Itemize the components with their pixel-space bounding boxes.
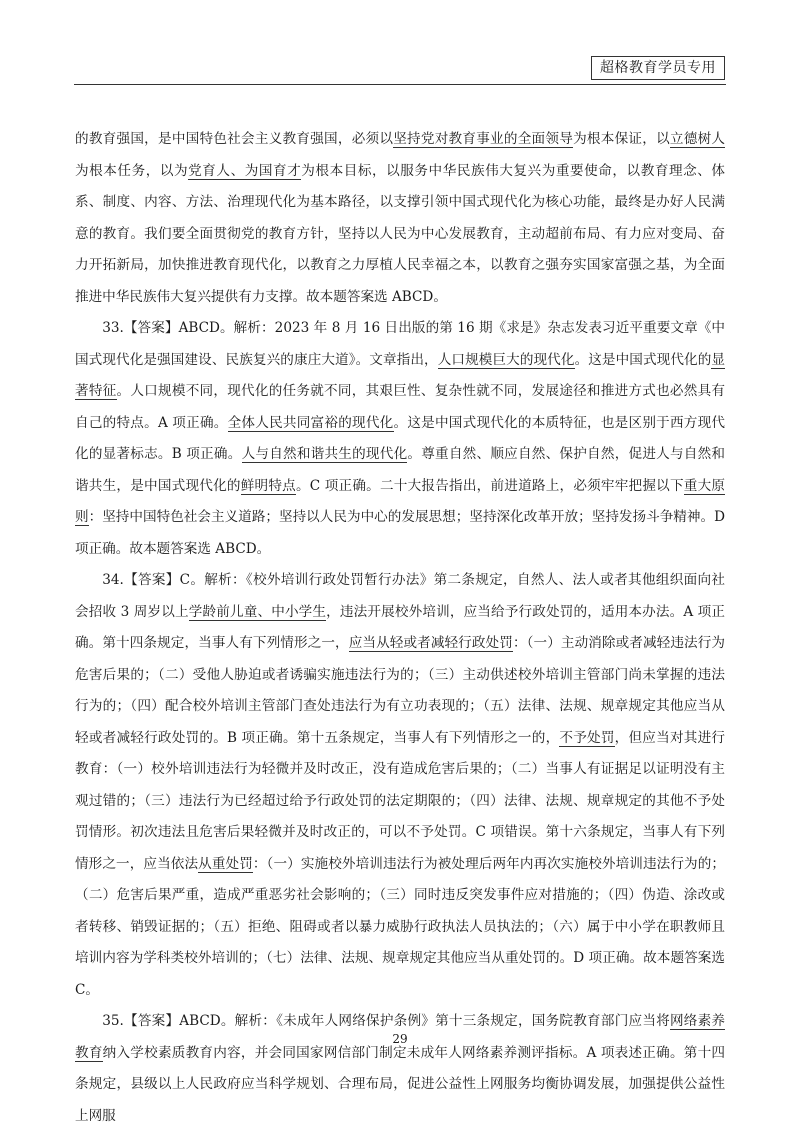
text-segment: 纳入学校素质教育内容，并会同国家网信部门制定未成年人网络素养测评指标。A 项表述正确。第十四条规定，县级以上人民政府应当科学规划、合理布局，促进公益性上网服务均衡协调发展，加强提供公益性上网服 <box>75 1044 726 1124</box>
underlined-keyword: 人与自然和谐共生的现代化 <box>241 446 408 462</box>
underlined-keyword: 网络素养教育 <box>75 1013 725 1061</box>
text-segment: ：（一）主动消除或者减轻违法行为危害后果的；（二）受他人胁迫或者诱骗实施违法行为的；（三）主动供述校外培训主管部门尚未掌握的违法行为的；（四）配合校外培训主管部门查处违法行为有立功表现的；（五）法律、法规、规章规定其他应当从轻或者减轻行政处罚的。B 项正确。第十五条规定，当事人有下列情形之一的， <box>75 635 726 746</box>
paragraph <box>75 124 725 313</box>
underlined-keyword: 鲜明特点 <box>240 477 296 494</box>
underlined-keyword: 显著特征 <box>75 351 726 399</box>
underlined-keyword: 人口规模巨大的现代化 <box>437 351 575 368</box>
underlined-keyword: 重大原则 <box>75 477 726 525</box>
text-segment: 。这是中国式现代化的 <box>574 351 712 368</box>
page-number: 29 <box>392 1032 408 1046</box>
text-segment: 为根本任务，以为 <box>75 162 189 179</box>
text-segment: 的教育强国，是中国特色社会主义教育强国，必须以 <box>75 131 394 147</box>
underlined-keyword: 学龄前儿童、中小学生 <box>188 603 327 620</box>
header-rule <box>74 84 726 85</box>
text-segment: 34.【答案】C。解析：《校外培训行政处罚暂行办法》第二条规定，自然人、法人或者其他组织面向社会招收 3 周岁以上 <box>75 572 725 620</box>
underlined-keyword: 党育人、为国育才 <box>188 162 302 179</box>
brand-label: 超格教育学员专用 <box>591 56 725 80</box>
underlined-keyword: 应当从轻或者减轻行政处罚 <box>348 635 513 651</box>
text-segment: ：坚持中国特色社会主义道路；坚持以人民为中心的发展思想；坚持深化改革开放；坚持发扬斗争精神。D 项正确。故本题答案选 ABCD。 <box>75 509 726 557</box>
underlined-keyword: 全体人民共同富裕的现代化 <box>227 414 394 431</box>
underlined-keyword: 立德树人 <box>669 131 726 147</box>
text-segment: 。尊重自然、顺应自然、保护自然，促进人与自然和谐共生，是中国式现代化的 <box>75 446 726 494</box>
underlined-keyword: 不予处罚 <box>559 729 615 746</box>
text-segment: 。这是中国式现代化的本质特征，也是区别于西方现代化的显著标志。B 项正确。 <box>75 414 726 462</box>
text-segment: ：（一）实施校外培训违法行为被处理后两年内再次实施校外培训违法行为的；（二）危害后果严重，造成严重恶劣社会影响的；（三）同时违反突发事件应对措施的；（四）伪造、涂改或者转移、销毁证据的；（五）拒绝、阻碍或者以暴力威胁行政执法人员执法的；（六）属于中小学在职教师且培训内容为学科类校外培训的；（七）法律、法规、规章规定其他应当从重处罚的。D 项正确。故本题答案选 C。 <box>75 855 726 998</box>
text-segment: 33.【答案】ABCD。解析：2023 年 8 月 16 日出版的第 16 期《求是》杂志发表习近平重要文章《中国式现代化是强国建设、民族复兴的康庄大道》。文章指出， <box>75 320 725 368</box>
paragraph <box>75 313 725 565</box>
text-segment: 为根本目标，以服务中华民族伟大复兴为重要使命，以教育理念、体系、制度、内容、方法、治理现代化为基本路径，以支撑引领中国式现代化为核心功能，最终是办好人民满意的教育。我们要全面贯彻党的教育方针，坚持以人民为中心发展教育，主动超前布局、有力应对变局、奋力开拓新局，加快推进教育现代化，以教育之力厚植人民幸福之本，以教育之强夯实国家富强之基，为全面推进中华民族伟大复兴提供有力支撑。故本题答案选 ABCD。 <box>75 162 726 305</box>
text-segment: 为根本保证，以 <box>573 131 670 147</box>
answer-explanations <box>75 124 725 1132</box>
paragraph <box>75 565 725 1006</box>
underlined-keyword: 从重处罚 <box>198 855 253 872</box>
underlined-keyword: 坚持党对教育事业的全面领导 <box>393 131 574 147</box>
text-segment: ，违法开展校外培训，应当给予行政处罚的，适用本办法。A 项正确。第十四条规定，当事人有下列情形之一， <box>75 603 726 651</box>
text-segment: 。C 项正确。二十大报告指出，前进道路上，必须牢牢把握以下 <box>295 477 684 494</box>
text-segment: 35.【答案】ABCD。解析：《未成年人网络保护条例》第十三条规定，国务院教育部门应当将 <box>102 1013 670 1029</box>
text-segment: 。人口规模不同，现代化的任务就不同，其艰巨性、复杂性就不同，发展途径和推进方式也必然具有自己的特点。A 项正确。 <box>75 383 726 431</box>
text-segment: ，但应当对其进行教育：（一）校外培训违法行为轻微并及时改正，没有造成危害后果的；（二）当事人有证据足以证明没有主观过错的；（三）违法行为已经超过给予行政处罚的法定期限的；（四）法律、法规、规章规定的其他不予处罚情形。初次违法且危害后果轻微并及时改正的，可以不予处罚。C 项错误。第十六条规定，当事人有下列情形之一，应当依法 <box>75 729 726 872</box>
paragraph <box>75 1006 725 1132</box>
